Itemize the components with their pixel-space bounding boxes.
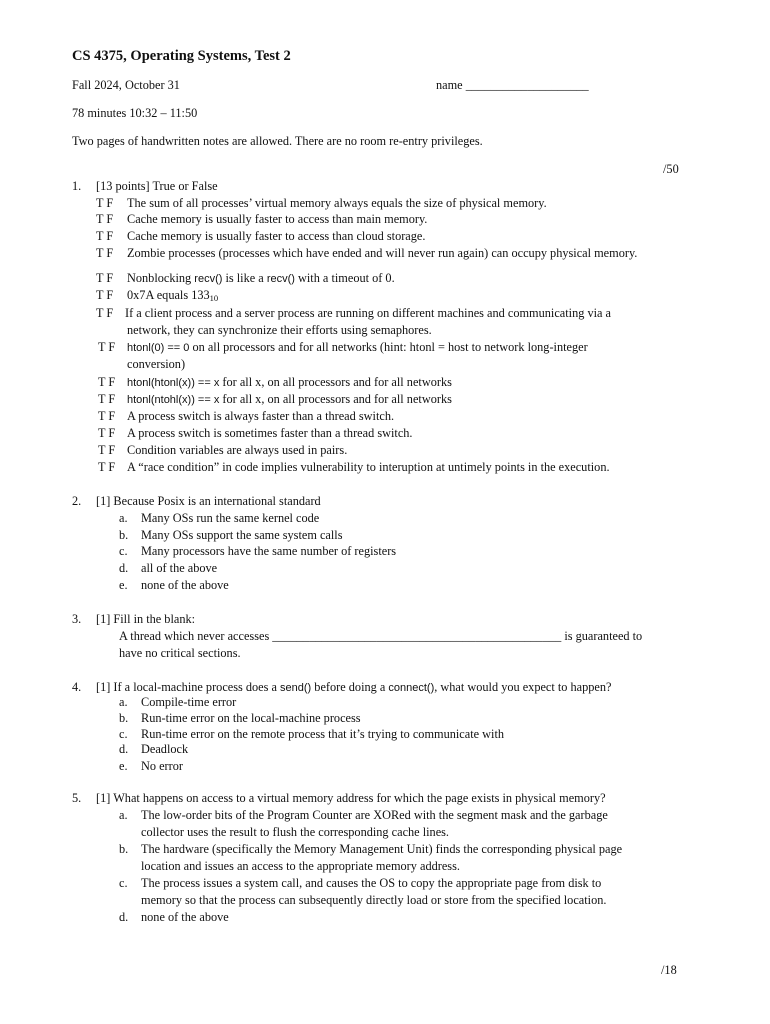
- true-false-marker: T F: [96, 306, 114, 320]
- question-title: [1] What happens on access to a virtual memory address for which the page exists in physical memory?: [96, 791, 606, 805]
- true-false-statement: A process switch is always faster than a thread switch.: [127, 409, 395, 423]
- exam-instructions: Two pages of handwritten notes are allowed. There are no room re-entry privileges.: [72, 134, 483, 148]
- option-text: The process issues a system call, and causes the OS to copy the appropriate page from disk to: [141, 876, 602, 890]
- true-false-statement: [127, 339, 588, 356]
- name-field: name ____________________: [436, 78, 589, 92]
- subscript: 10: [209, 293, 219, 303]
- true-false-statement: Zombie processes (processes which have ended and will never run again) can occupy physical memory.: [127, 246, 638, 260]
- statement-text: Nonblocking: [127, 271, 195, 285]
- option-letter: c.: [119, 727, 128, 741]
- option-text-continued: location and issues an access to the appropriate memory address.: [141, 859, 460, 873]
- statement-text: , what would you expect to happen?: [434, 680, 612, 694]
- true-false-statement: A process switch is sometimes faster than a thread switch.: [127, 426, 413, 440]
- true-false-marker: T F: [98, 426, 116, 440]
- statement-text: before doing a: [311, 680, 389, 694]
- fill-in-blank-text-continued: have no critical sections.: [119, 646, 241, 660]
- option-text-continued: memory so that the process can subsequently directly load or store from the specified location.: [141, 893, 607, 907]
- code-snippet: recv(): [266, 273, 295, 285]
- true-false-marker: T F: [96, 246, 114, 260]
- statement-text: 0x7A equals 133: [127, 288, 210, 302]
- code-snippet: htonl(htonl(x)) == x: [127, 377, 220, 389]
- option-text: Many OSs run the same kernel code: [141, 511, 320, 525]
- option-text: No error: [141, 759, 183, 773]
- time-window: 78 minutes 10:32 – 11:50: [72, 106, 198, 120]
- question-number: 2.: [72, 494, 82, 508]
- question-number: 4.: [72, 680, 82, 694]
- code-snippet: htonl(ntohl(x)) == x: [127, 394, 220, 406]
- true-false-statement: If a client process and a server process are running on different machines and communicating via a: [125, 306, 611, 320]
- true-false-statement: Cache memory is usually faster to access than cloud storage.: [127, 229, 426, 243]
- question-title: [1] Fill in the blank:: [96, 612, 196, 626]
- statement-text: for all x, on all processors and for all networks: [219, 392, 452, 406]
- code-snippet: send(): [280, 682, 312, 694]
- option-letter: a.: [119, 511, 128, 525]
- true-false-statement: A “race condition” in code implies vulnerability to interuption at untimely points in the execution.: [127, 460, 610, 474]
- page-title: CS 4375, Operating Systems, Test 2: [72, 48, 291, 64]
- option-text: Many OSs support the same system calls: [141, 528, 343, 542]
- true-false-marker: T F: [98, 409, 116, 423]
- option-text: Run-time error on the local-machine process: [141, 711, 361, 725]
- code-snippet: htonl(0) == 0: [127, 342, 190, 354]
- option-text-continued: collector uses the result to flush the corresponding cache lines.: [141, 825, 450, 839]
- option-text: Run-time error on the remote process that it’s trying to communicate with: [141, 727, 505, 741]
- option-letter: a.: [119, 695, 128, 709]
- question-number: 5.: [72, 791, 82, 805]
- option-text: none of the above: [141, 578, 229, 592]
- option-text: none of the above: [141, 910, 229, 924]
- option-letter: b.: [119, 711, 129, 725]
- option-text: Many processors have the same number of registers: [141, 544, 397, 558]
- option-text: Compile-time error: [141, 695, 237, 709]
- option-text: The low-order bits of the Program Counter are XORed with the segment mask and the garbage: [141, 808, 608, 822]
- code-snippet: connect(): [388, 682, 435, 694]
- true-false-marker: T F: [96, 229, 114, 243]
- fill-in-blank-text: A thread which never accesses _______________________________________________ is guaranteed to: [119, 629, 643, 643]
- statement-text: is like a: [222, 271, 267, 285]
- true-false-marker: T F: [98, 443, 116, 457]
- true-false-marker: T F: [96, 271, 114, 285]
- option-letter: e.: [119, 578, 128, 592]
- true-false-marker: T F: [98, 392, 116, 406]
- option-letter: e.: [119, 759, 128, 773]
- true-false-statement: [127, 270, 395, 287]
- statement-text: [1] If a local-machine process does a: [96, 680, 281, 694]
- true-false-marker: T F: [96, 196, 114, 210]
- code-snippet: recv(): [194, 273, 223, 285]
- true-false-statement-continued: network, they can synchronize their efforts using semaphores.: [127, 323, 432, 337]
- true-false-marker: T F: [98, 375, 116, 389]
- true-false-statement: The sum of all processes’ virtual memory always equals the size of physical memory.: [127, 196, 547, 210]
- statement-text: on all processors and for all networks (hint: htonl = host to network long-integer: [189, 340, 588, 354]
- option-letter: c.: [119, 876, 128, 890]
- option-letter: b.: [119, 842, 129, 856]
- option-letter: d.: [119, 742, 129, 756]
- question-number: 1.: [72, 179, 82, 193]
- true-false-statement: Cache memory is usually faster to access than main memory.: [127, 212, 428, 226]
- option-letter: d.: [119, 910, 129, 924]
- question-title: [1] Because Posix is an international standard: [96, 494, 321, 508]
- option-letter: a.: [119, 808, 128, 822]
- true-false-marker: T F: [98, 340, 116, 354]
- option-text: all of the above: [141, 561, 218, 575]
- question-number: 3.: [72, 612, 82, 626]
- page-score: /18: [661, 963, 677, 977]
- true-false-statement-continued: conversion): [127, 357, 186, 371]
- option-letter: b.: [119, 528, 129, 542]
- semester-date: Fall 2024, October 31: [72, 78, 180, 92]
- question-title: [13 points] True or False: [96, 179, 218, 193]
- true-false-statement: Condition variables are always used in pairs.: [127, 443, 348, 457]
- option-letter: d.: [119, 561, 129, 575]
- statement-text: for all x, on all processors and for all networks: [219, 375, 452, 389]
- true-false-marker: T F: [96, 288, 114, 302]
- true-false-statement: [127, 391, 452, 408]
- true-false-marker: T F: [98, 460, 116, 474]
- option-letter: c.: [119, 544, 128, 558]
- statement-text: with a timeout of 0.: [294, 271, 395, 285]
- option-text: The hardware (specifically the Memory Management Unit) finds the corresponding physical page: [141, 842, 623, 856]
- option-text: Deadlock: [141, 742, 189, 756]
- page-total-score: /50: [663, 162, 679, 176]
- true-false-marker: T F: [96, 212, 114, 226]
- true-false-statement: [127, 287, 218, 306]
- true-false-statement: [127, 374, 452, 391]
